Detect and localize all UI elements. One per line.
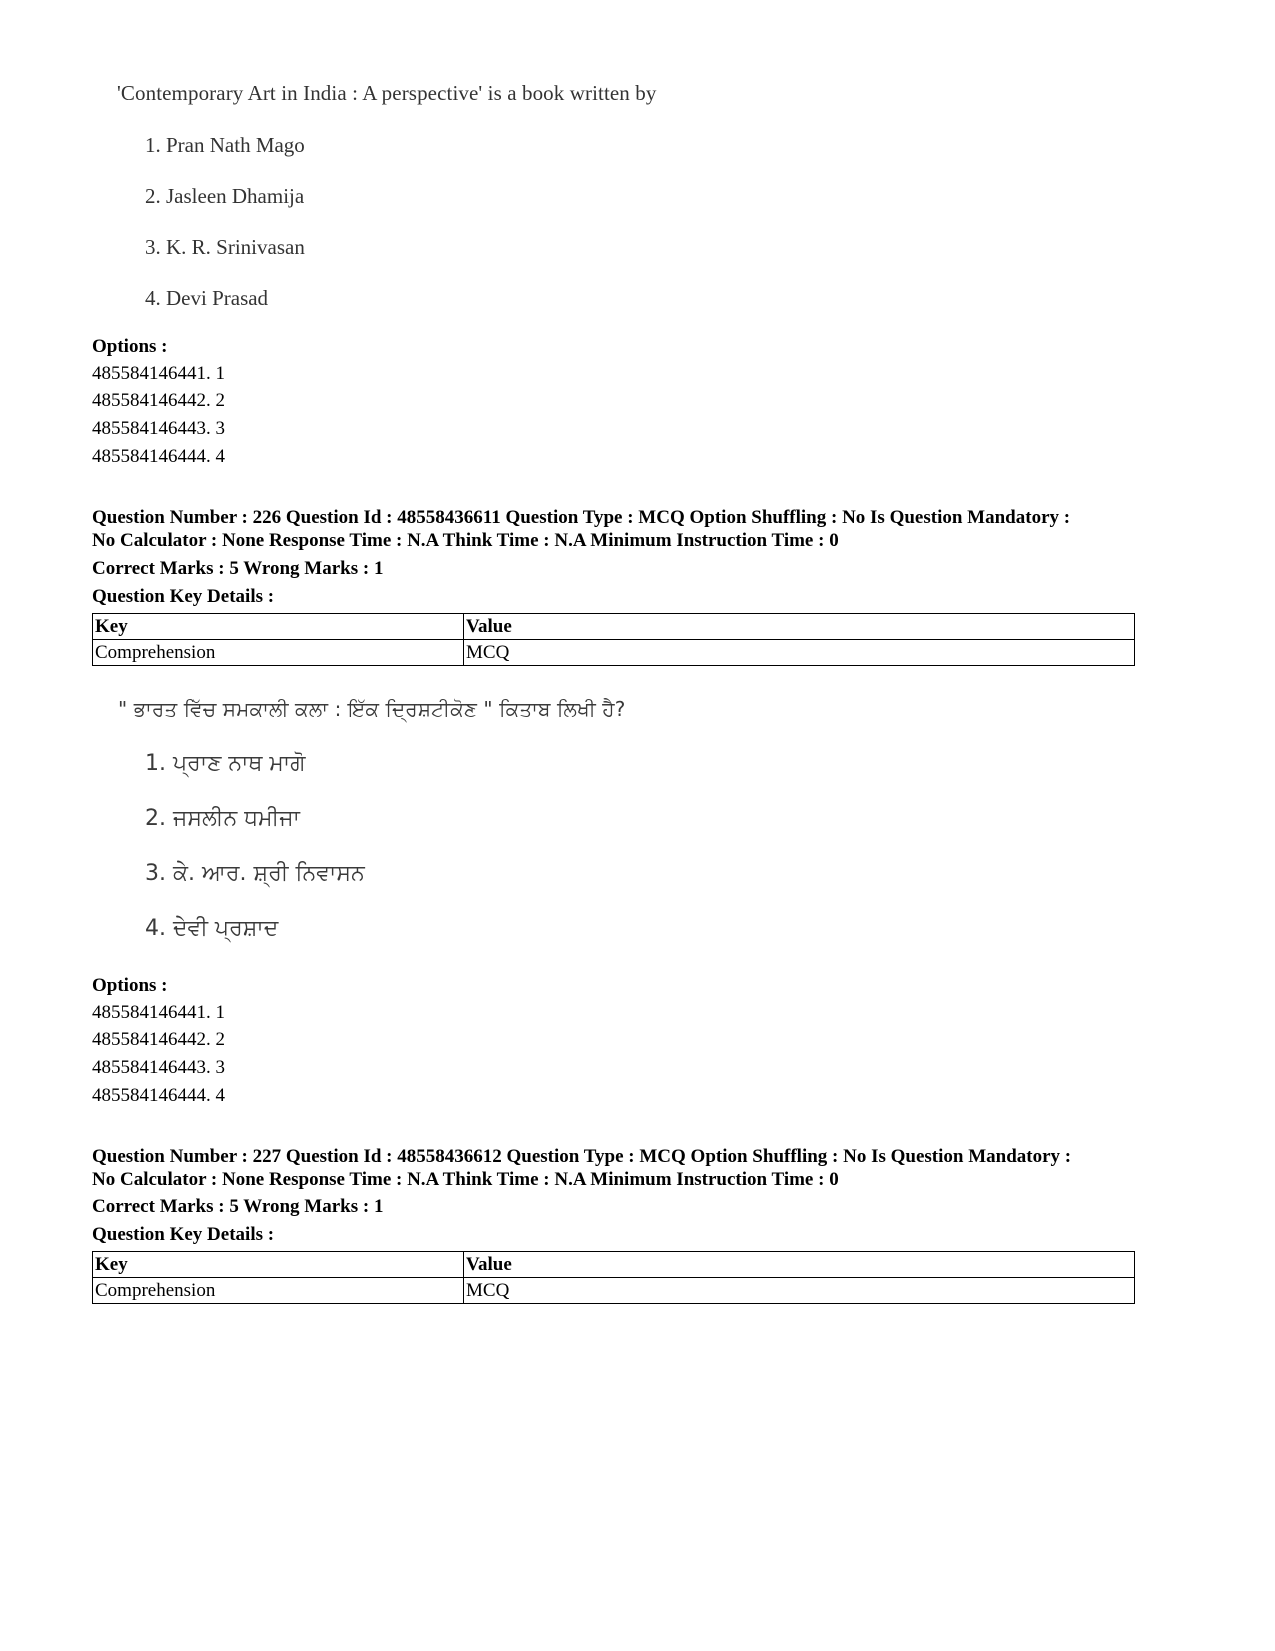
question-item: 2. ਜਸਲੀਨ ਧਮੀਜਾ — [145, 806, 300, 831]
marks-line: Correct Marks : 5 Wrong Marks : 1 — [92, 1196, 384, 1217]
option-line: 485584146441. 1 — [92, 363, 225, 384]
table-header-key: Key — [93, 614, 464, 640]
key-details-table — [92, 1251, 1135, 1304]
marks-line: Correct Marks : 5 Wrong Marks : 1 — [92, 558, 384, 579]
question-meta-line: No Calculator : None Response Time : N.A Think Time : N.A Minimum Instruction Time : 0 — [92, 530, 839, 551]
question-item: 2. Jasleen Dhamija — [145, 184, 305, 208]
table-header-key: Key — [93, 1252, 464, 1278]
question-stem: " ਭਾਰਤ ਵਿੱਚ ਸਮਕਾਲੀ ਕਲਾ : ਇੱਕ ਦ੍ਰਿਸ਼ਟੀਕੋਣ " ਕਿਤਾਬ ਲਿਖੀ ਹੈ? — [118, 697, 626, 721]
question-item: 1. ਪ੍ਰਾਣ ਨਾਥ ਮਾਗੋ — [145, 751, 306, 776]
table-header-value: Value — [464, 614, 1135, 640]
key-details-table — [92, 613, 1135, 666]
table-row — [93, 1278, 1135, 1304]
question-item: 3. K. R. Srinivasan — [145, 235, 305, 259]
table-cell-value: MCQ — [464, 640, 1135, 666]
table-cell-key: Comprehension — [93, 640, 464, 666]
table-row — [93, 640, 1135, 666]
key-details-label: Question Key Details : — [92, 586, 275, 607]
table-header-row — [93, 1252, 1135, 1278]
table-cell-key: Comprehension — [93, 1278, 464, 1304]
question-item: 3. ਕੇ. ਆਰ. ਸ਼੍ਰੀ ਨਿਵਾਸਨ — [145, 861, 365, 886]
option-line: 485584146444. 4 — [92, 1085, 225, 1106]
key-details-label: Question Key Details : — [92, 1224, 275, 1245]
table-cell-value: MCQ — [464, 1278, 1135, 1304]
table-header-value: Value — [464, 1252, 1135, 1278]
table-header-row — [93, 614, 1135, 640]
question-item: 1. Pran Nath Mago — [145, 133, 305, 157]
option-line: 485584146441. 1 — [92, 1002, 225, 1023]
options-label: Options : — [92, 336, 168, 357]
option-line: 485584146442. 2 — [92, 1029, 225, 1050]
options-label: Options : — [92, 975, 168, 996]
option-line: 485584146444. 4 — [92, 446, 225, 467]
question-item: 4. Devi Prasad — [145, 286, 269, 310]
option-line: 485584146443. 3 — [92, 418, 225, 439]
question-meta-line: Question Number : 227 Question Id : 48558436612 Question Type : MCQ Option Shuffling : No Is Question Mandatory : — [92, 1146, 1072, 1167]
option-line: 485584146442. 2 — [92, 390, 225, 411]
option-line: 485584146443. 3 — [92, 1057, 225, 1078]
question-stem: 'Contemporary Art in India : A perspective' is a book written by — [117, 81, 657, 105]
question-meta-line: Question Number : 226 Question Id : 48558436611 Question Type : MCQ Option Shuffling : No Is Question Mandatory : — [92, 507, 1071, 528]
question-meta-line: No Calculator : None Response Time : N.A Think Time : N.A Minimum Instruction Time : 0 — [92, 1169, 839, 1190]
question-item: 4. ਦੇਵੀ ਪ੍ਰਸ਼ਾਦ — [145, 916, 279, 941]
